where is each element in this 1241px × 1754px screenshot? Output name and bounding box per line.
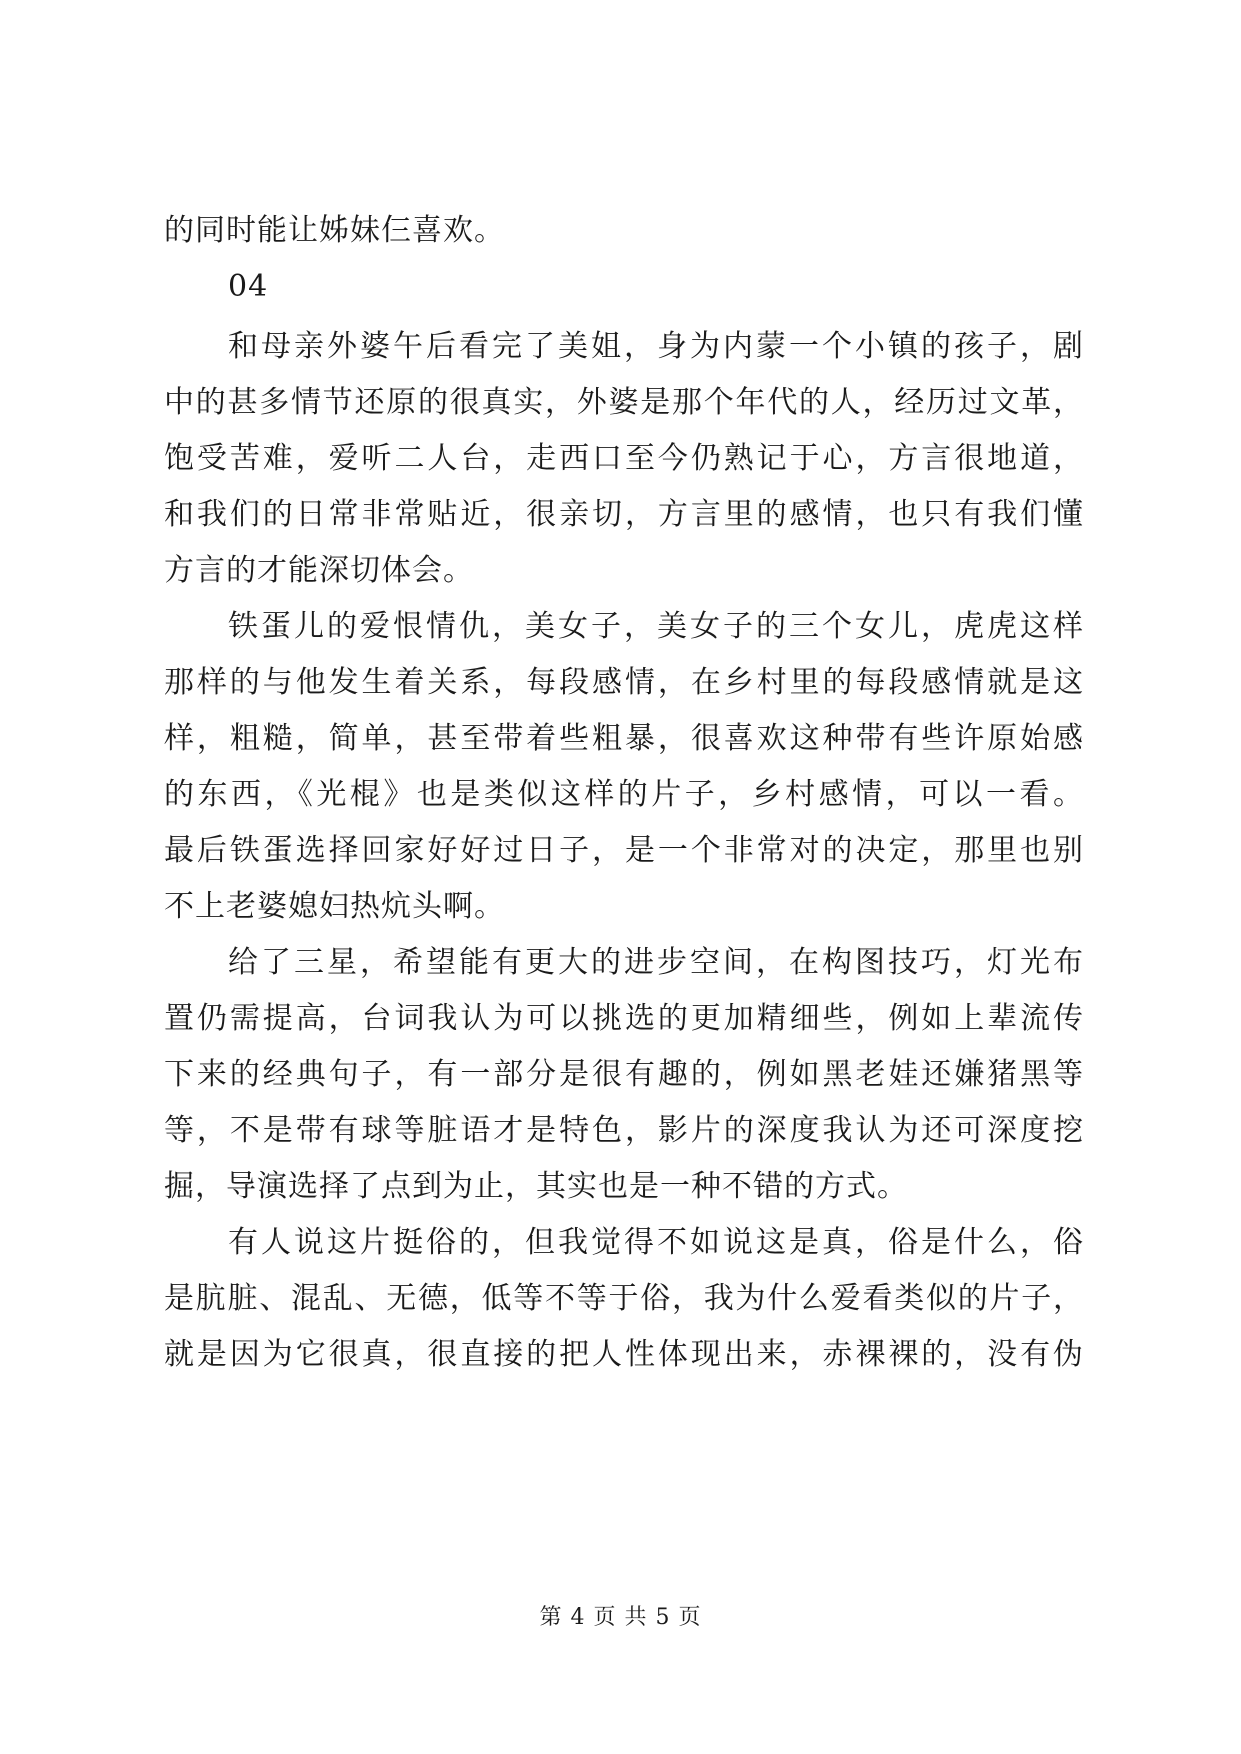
text-line: 铁蛋儿的爱恨情仇，美女子，美女子的三个女儿，虎虎这样 — [228, 609, 1084, 644]
text-line: 置仍需提高，台词我认为可以挑选的更加精细些，例如上辈流传 — [164, 1001, 1084, 1036]
section-number: 04 — [228, 269, 269, 304]
text-line: 中的甚多情节还原的很真实，外婆是那个年代的人，经历过文革， — [164, 385, 1084, 420]
text-line: 有人说这片挺俗的，但我觉得不如说这是真，俗是什么，俗 — [228, 1225, 1084, 1260]
text-line: 的同时能让姊妹仨喜欢。 — [164, 213, 505, 248]
text-line: 掘，导演选择了点到为止，其实也是一种不错的方式。 — [164, 1169, 908, 1204]
page-footer: 第 4 页 共 5 页 — [539, 1605, 702, 1630]
text-line: 最后铁蛋选择回家好好过日子，是一个非常对的决定，那里也别 — [164, 833, 1084, 868]
text-line: 就是因为它很真，很直接的把人性体现出来，赤裸裸的，没有伪 — [164, 1337, 1084, 1372]
text-line: 和母亲外婆午后看完了美姐，身为内蒙一个小镇的孩子，剧 — [228, 329, 1084, 364]
text-line: 下来的经典句子，有一部分是很有趣的，例如黑老娃还嫌猪黑等 — [164, 1057, 1084, 1092]
text-line: 那样的与他发生着关系，每段感情，在乡村里的每段感情就是这 — [164, 665, 1084, 700]
text-line: 是肮脏、混乱、无德，低等不等于俗，我为什么爱看类似的片子， — [164, 1281, 1084, 1316]
text-line: 样，粗糙，简单，甚至带着些粗暴，很喜欢这种带有些许原始感 — [164, 721, 1084, 756]
text-line: 方言的才能深切体会。 — [164, 553, 474, 588]
text-line: 等，不是带有球等脏语才是特色，影片的深度我认为还可深度挖 — [164, 1113, 1084, 1148]
text-line: 的东西，《光棍》也是类似这样的片子，乡村感情，可以一看。 — [164, 777, 1084, 812]
text-line: 和我们的日常非常贴近，很亲切，方言里的感情，也只有我们懂 — [164, 497, 1084, 532]
text-line: 不上老婆媳妇热炕头啊。 — [164, 889, 505, 924]
text-line: 给了三星，希望能有更大的进步空间，在构图技巧，灯光布 — [228, 945, 1084, 980]
text-line: 饱受苦难，爱听二人台，走西口至今仍熟记于心，方言很地道， — [164, 441, 1084, 476]
